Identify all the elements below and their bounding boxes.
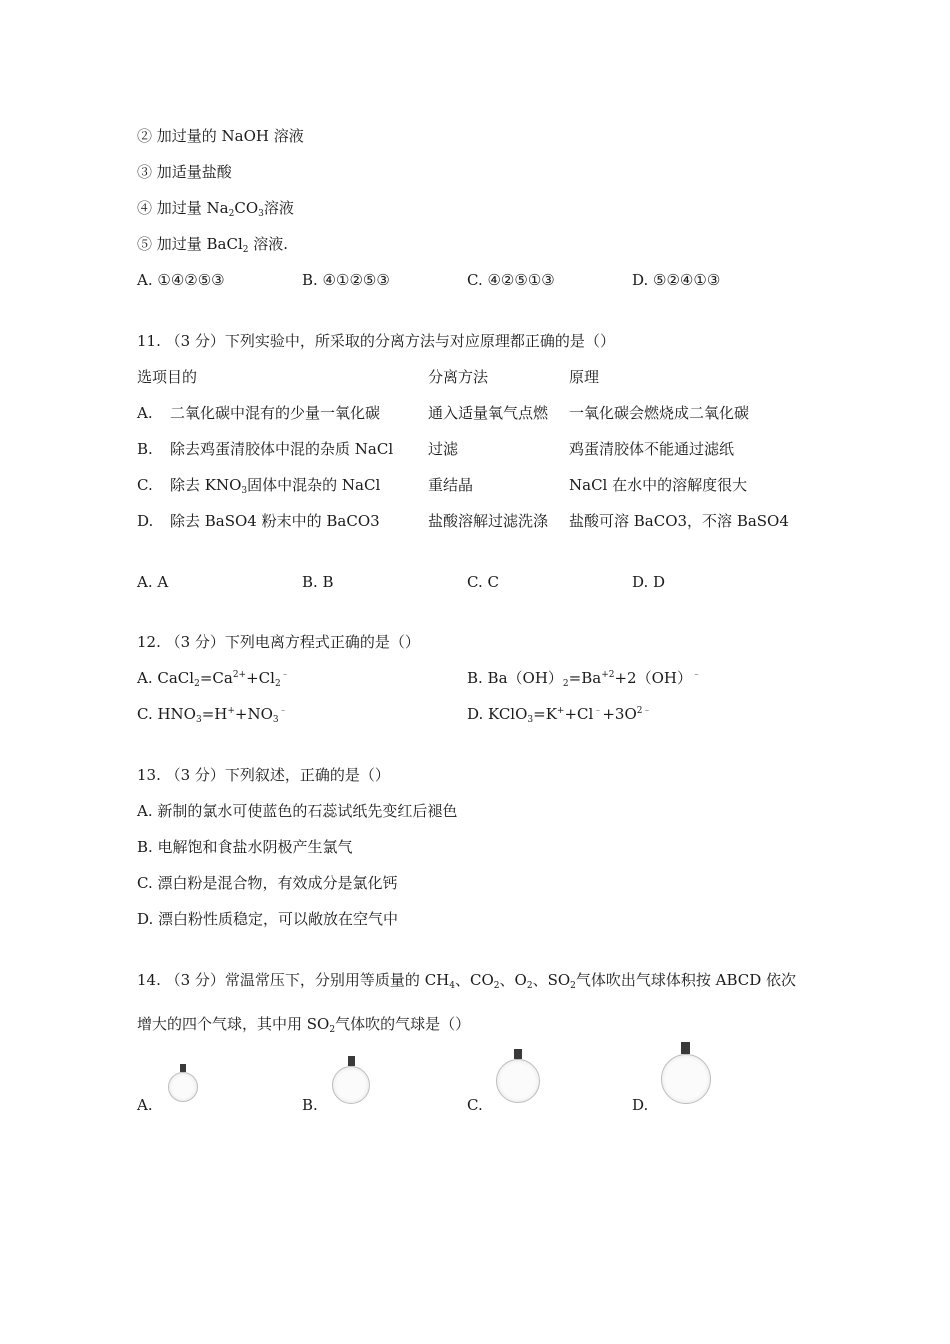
- q14-label-a: A.: [137, 1096, 153, 1114]
- q11-row-a-purpose: 二氧化碳中混有的少量一氧化碳: [170, 404, 381, 422]
- q13-option-c: C. 漂白粉是混合物，有效成分是氯化钙: [137, 874, 398, 892]
- q13-option-a: A. 新制的氯水可使蓝色的石蕊试纸先变红后褪色: [137, 802, 458, 820]
- q14-label-b: B.: [302, 1096, 318, 1114]
- q10-step-5: ⑤ 加过量 BaCl$_2$ 溶液.: [137, 235, 289, 255]
- q13-option-b: B. 电解饱和食盐水阴极产生氯气: [137, 838, 353, 856]
- q11-header-item: 选项目的: [137, 368, 198, 386]
- balloon-d-icon: [660, 1042, 714, 1106]
- q11-row-a-principle: 一氧化碳会燃烧成二氧化碳: [569, 404, 750, 422]
- balloon-c-icon: [495, 1049, 543, 1105]
- q12-option-c: C. $HNO_3=H^++NO_3^﹣$: [137, 705, 288, 725]
- q11-row-b-principle: 鸡蛋清胶体不能通过滤纸: [569, 440, 735, 458]
- q11-row-d-purpose: 除去 BaSO4 粉末中的 BaCO3: [170, 512, 380, 530]
- q11-row-a-label: A.: [137, 404, 153, 422]
- q14-stem-line-1: 14. （3 分）常温常压下，分别用等质量的 $CH_4$、$CO_2$、$O_2$、$SO_2$气体吹出气球体积按 ABCD 依次: [137, 971, 797, 991]
- q11-option-c: C. C: [467, 573, 499, 591]
- q11-header-principle: 原理: [569, 368, 600, 386]
- q11-row-d-method: 盐酸溶解过滤洗涤: [428, 512, 549, 530]
- q11-row-c-purpose: 除去 $KNO_3$固体中混杂的 NaCl: [170, 476, 381, 496]
- q11-row-b-purpose: 除去鸡蛋清胶体中混的杂质 NaCl: [170, 440, 394, 458]
- q11-option-a: A. A: [137, 573, 169, 591]
- q11-row-b-method: 过滤: [428, 440, 459, 458]
- q11-row-c-label: C.: [137, 476, 153, 494]
- q12-option-d: D. $KClO_3=K^++Cl^﹣+3O^{2﹣}$: [467, 705, 652, 725]
- q12-option-b: B. $Ba(OH)_2=Ba^{+2}+2(OH)^﹣$: [467, 669, 701, 689]
- q11-row-c-principle: NaCl 在水中的溶解度很大: [569, 476, 748, 494]
- q10-step-4: ④ 加过量 $Na_2CO_3$溶液: [137, 199, 294, 219]
- q10-step-2: ② 加过量的 NaOH 溶液: [137, 127, 304, 145]
- q10-option-d: D. ⑤②④①③: [632, 271, 721, 289]
- q11-row-d-principle: 盐酸可溶 BaCO3，不溶 BaSO4: [569, 512, 789, 530]
- q11-option-d: D. D: [632, 573, 666, 591]
- q14-label-c: C.: [467, 1096, 483, 1114]
- q11-row-c-method: 重结晶: [428, 476, 474, 494]
- q11-row-a-method: 通入适量氧气点燃: [428, 404, 549, 422]
- q10-option-a: A. ①④②⑤③: [137, 271, 225, 289]
- q13-option-d: D. 漂白粉性质稳定，可以敞放在空气中: [137, 910, 399, 928]
- balloon-b-icon: [330, 1056, 374, 1106]
- q11-stem: 11. （3 分）下列实验中，所采取的分离方法与对应原理都正确的是（）: [137, 332, 615, 350]
- balloon-a-icon: [166, 1064, 200, 1106]
- q10-option-c: C. ④②⑤①③: [467, 271, 555, 289]
- q10-option-b: B. ④①②⑤③: [302, 271, 390, 289]
- q12-stem: 12. （3 分）下列电离方程式正确的是（）: [137, 633, 420, 651]
- q13-stem: 13. （3 分）下列叙述，正确的是（）: [137, 766, 390, 784]
- q12-option-a: A. $CaCl_2=Ca^{2+}+Cl_2^﹣$: [137, 669, 290, 689]
- q14-stem-line-2: 增大的四个气球，其中用 $SO_2$气体吹的气球是（）: [137, 1015, 471, 1035]
- q10-step-3: ③ 加适量盐酸: [137, 163, 232, 181]
- q11-row-b-label: B.: [137, 440, 153, 458]
- q11-header-method: 分离方法: [428, 368, 489, 386]
- q14-label-d: D.: [632, 1096, 649, 1114]
- q11-row-d-label: D.: [137, 512, 154, 530]
- q11-option-b: B. B: [302, 573, 334, 591]
